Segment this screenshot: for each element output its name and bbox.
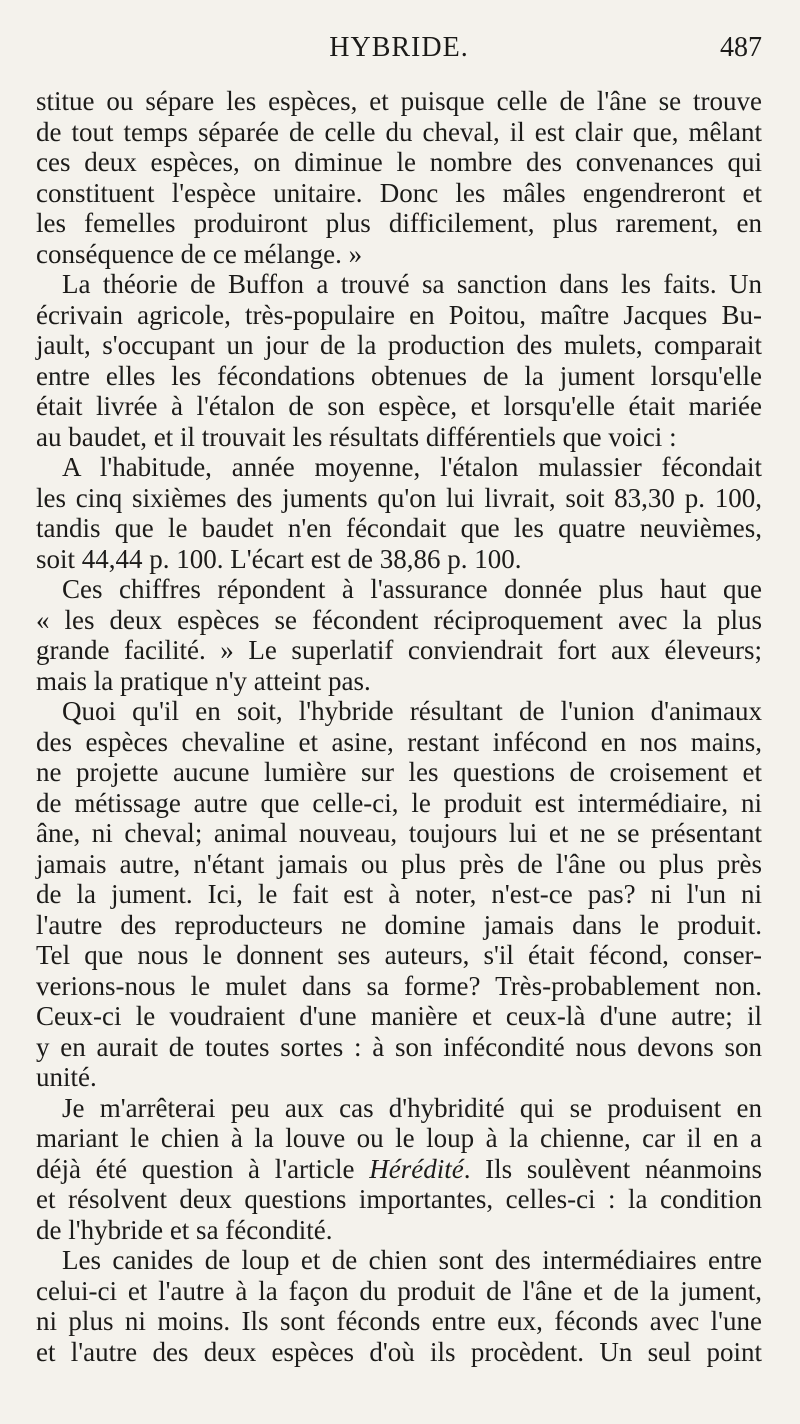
text-line: unité.: [36, 1062, 97, 1092]
text-line: jamais autre, n'étant jamais ou plus près de l'âne ou plus près: [36, 848, 762, 879]
text-line: déjà été question à l'article Hérédité. Ils soulèvent néanmoins: [36, 1153, 762, 1184]
text-line: grande facilité. » Le superlatif conviendrait fort aux éleveurs;: [36, 635, 762, 665]
text-line: Ceux-ci le voudraient d'une manière et ceux-là d'une autre; il: [36, 1001, 762, 1031]
text-line: Quoi qu'il en soit, l'hybride résultant de l'union d'animaux: [62, 696, 762, 726]
text-line: constituent l'espèce unitaire. Donc les mâles engendreront et: [36, 177, 762, 208]
page-title: HYBRIDE.: [329, 32, 469, 63]
text-line: écrivain agricole, très-populaire en Poitou, maître Jacques Bu-: [36, 299, 762, 330]
text-line: âne, ni cheval; animal nouveau, toujours lui et ne se présentant: [36, 818, 762, 848]
text-line: A l'habitude, année moyenne, l'étalon mulassier fécondait: [62, 452, 762, 482]
body-text: [36, 86, 762, 1367]
text-line: verions-nous le mulet dans sa forme? Très-probablement non.: [36, 970, 762, 1001]
text-line: Ces chiffres répondent à l'assurance donnée plus haut que: [62, 574, 762, 604]
text-line: jault, s'occupant un jour de la production des mulets, comparait: [36, 330, 762, 360]
text-line: était livrée à l'étalon de son espèce, et lorsqu'elle était mariée: [36, 391, 762, 421]
text-line: celui-ci et l'autre à la façon du produit de l'âne et de la jument,: [36, 1275, 762, 1306]
text-line: les femelles produiront plus difficilement, plus rarement, en: [36, 208, 762, 238]
text-line: « les deux espèces se fécondent réciproquement avec la plus: [36, 604, 762, 635]
text-line: Je m'arrêterai peu aux cas d'hybridité qui se produisent en: [62, 1092, 762, 1123]
text-line: y en aurait de toutes sortes : à son infécondité nous devons son: [36, 1031, 762, 1062]
text-line: mariant le chien à la louve ou le loup à la chienne, car il en a: [36, 1123, 762, 1153]
text-line: Tel que nous le donnent ses auteurs, s'il était fécond, conser-: [36, 940, 762, 970]
text-line: mais la pratique n'y atteint pas.: [36, 665, 371, 696]
text-line: ces deux espèces, on diminue le nombre des convenances qui: [36, 147, 762, 177]
running-head: [36, 32, 762, 68]
text-line: de la jument. Ici, le fait est à noter, n'est-ce pas? ni l'un ni: [36, 879, 762, 909]
text-line: La théorie de Buffon a trouvé sa sanction dans les faits. Un: [62, 269, 762, 299]
text-line: l'autre des reproducteurs ne domine jamais dans le produit.: [36, 909, 762, 940]
text-line: les cinq sixièmes des juments qu'on lui livrait, soit 83,30 p. 100,: [36, 482, 762, 513]
italic-article-name: Hérédité: [369, 1153, 464, 1184]
text-line: soit 44,44 p. 100. L'écart est de 38,86 p. 100.: [36, 543, 522, 574]
text-line: et l'autre des deux espèces d'où ils procèdent. Un seul point: [36, 1336, 762, 1367]
text-line: tandis que le baudet n'en fécondait que les quatre neuvièmes,: [36, 513, 762, 543]
text-line: ni plus ni moins. Ils sont féconds entre eux, féconds avec l'une: [36, 1306, 762, 1336]
page-number: 487: [720, 32, 762, 63]
text-line: de tout temps séparée de celle du cheval, il est clair que, mêlant: [36, 116, 762, 147]
text-line: au baudet, et il trouvait les résultats différentiels que voici :: [36, 421, 677, 452]
text-line: et résolvent deux questions importantes, celles-ci : la condition: [36, 1184, 762, 1214]
text-line: Les canides de loup et de chien sont des intermédiaires entre: [62, 1245, 762, 1275]
text-line: conséquence de ce mélange. »: [36, 238, 363, 269]
text-line: entre elles les fécondations obtenues de la jument lorsqu'elle: [36, 360, 762, 391]
text-line: de métissage autre que celle-ci, le produit est intermédiaire, ni: [36, 787, 762, 818]
text-line: des espèces chevaline et asine, restant infécond en nos mains,: [36, 726, 762, 757]
text-line: de l'hybride et sa fécondité.: [36, 1214, 333, 1245]
text-line: ne projette aucune lumière sur les questions de croisement et: [36, 757, 762, 787]
text-line: stitue ou sépare les espèces, et puisque celle de l'âne se trouve: [36, 86, 762, 116]
